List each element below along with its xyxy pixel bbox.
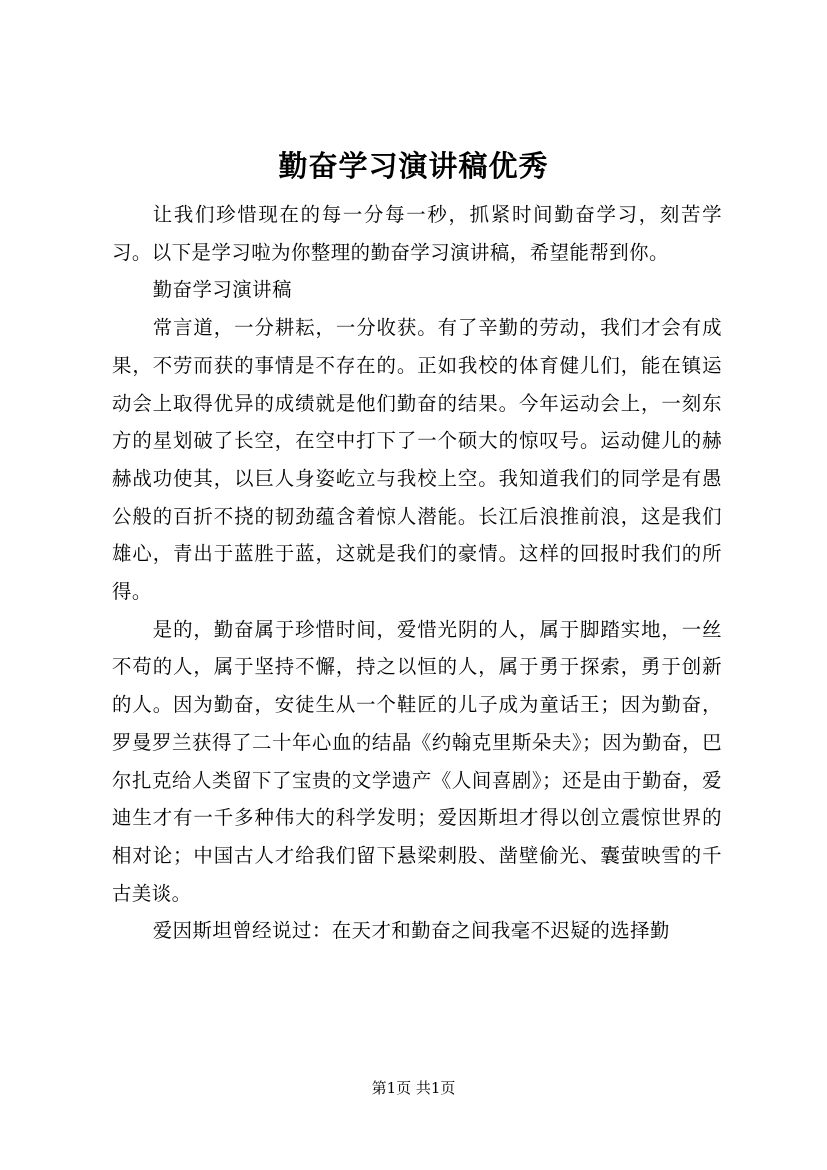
- document-body: [112, 196, 722, 950]
- paragraph-hard-work: 常言道，一分耕耘，一分收获。有了辛勤的劳动，我们才会有成果，不劳而获的事情是不存在的。正如我校的体育健儿们，能在镇运动会上取得优异的成绩就是他们勤奋的结果。今年运动会上，一刻东方的星划破了长空，在空中打下了一个硕大的惊叹号。运动健儿的赫赫战功使其，以巨人身姿屹立与我校上空。我知道我们的同学是有愚公般的百折不挠的韧劲蕴含着惊人潜能。长江后浪推前浪，这是我们雄心，青出于蓝胜于蓝，这就是我们的豪情。这样的回报时我们的所得。: [112, 316, 722, 604]
- page-footer: 第1页 共1页: [371, 1079, 456, 1097]
- paragraph-subtitle: 勤奋学习演讲稿: [152, 278, 292, 302]
- paragraph-einstein-quote: 爱因斯坦曾经说过：在天才和勤奋之间我毫不迟疑的选择勤: [152, 919, 670, 943]
- document-title: 勤奋学习演讲稿优秀: [278, 149, 549, 183]
- paragraph-diligence-examples: 是的，勤奋属于珍惜时间，爱惜光阴的人，属于脚踏实地，一丝不苟的人，属于坚持不懈，持之以恒的人，属于勇于探索，勇于创新的人。因为勤奋，安徒生从一个鞋匠的儿子成为童话王；因为勤奋，罗曼罗兰获得了二十年心血的结晶《约翰克里斯朵夫》；因为勤奋，巴尔扎克给人类留下了宝贵的文学遗产《人间喜剧》；还是由于勤奋，爱迪生才有一千多种伟大的科学发明；爱因斯坦才得以创立震惊世界的相对论；中国古人才给我们留下悬梁刺股、凿壁偷光、囊萤映雪的千古美谈。: [112, 617, 722, 905]
- paragraph-intro: 让我们珍惜现在的每一分每一秒，抓紧时间勤奋学习，刻苦学习。以下是学习啦为你整理的勤奋学习演讲稿，希望能帮到你。: [112, 203, 722, 264]
